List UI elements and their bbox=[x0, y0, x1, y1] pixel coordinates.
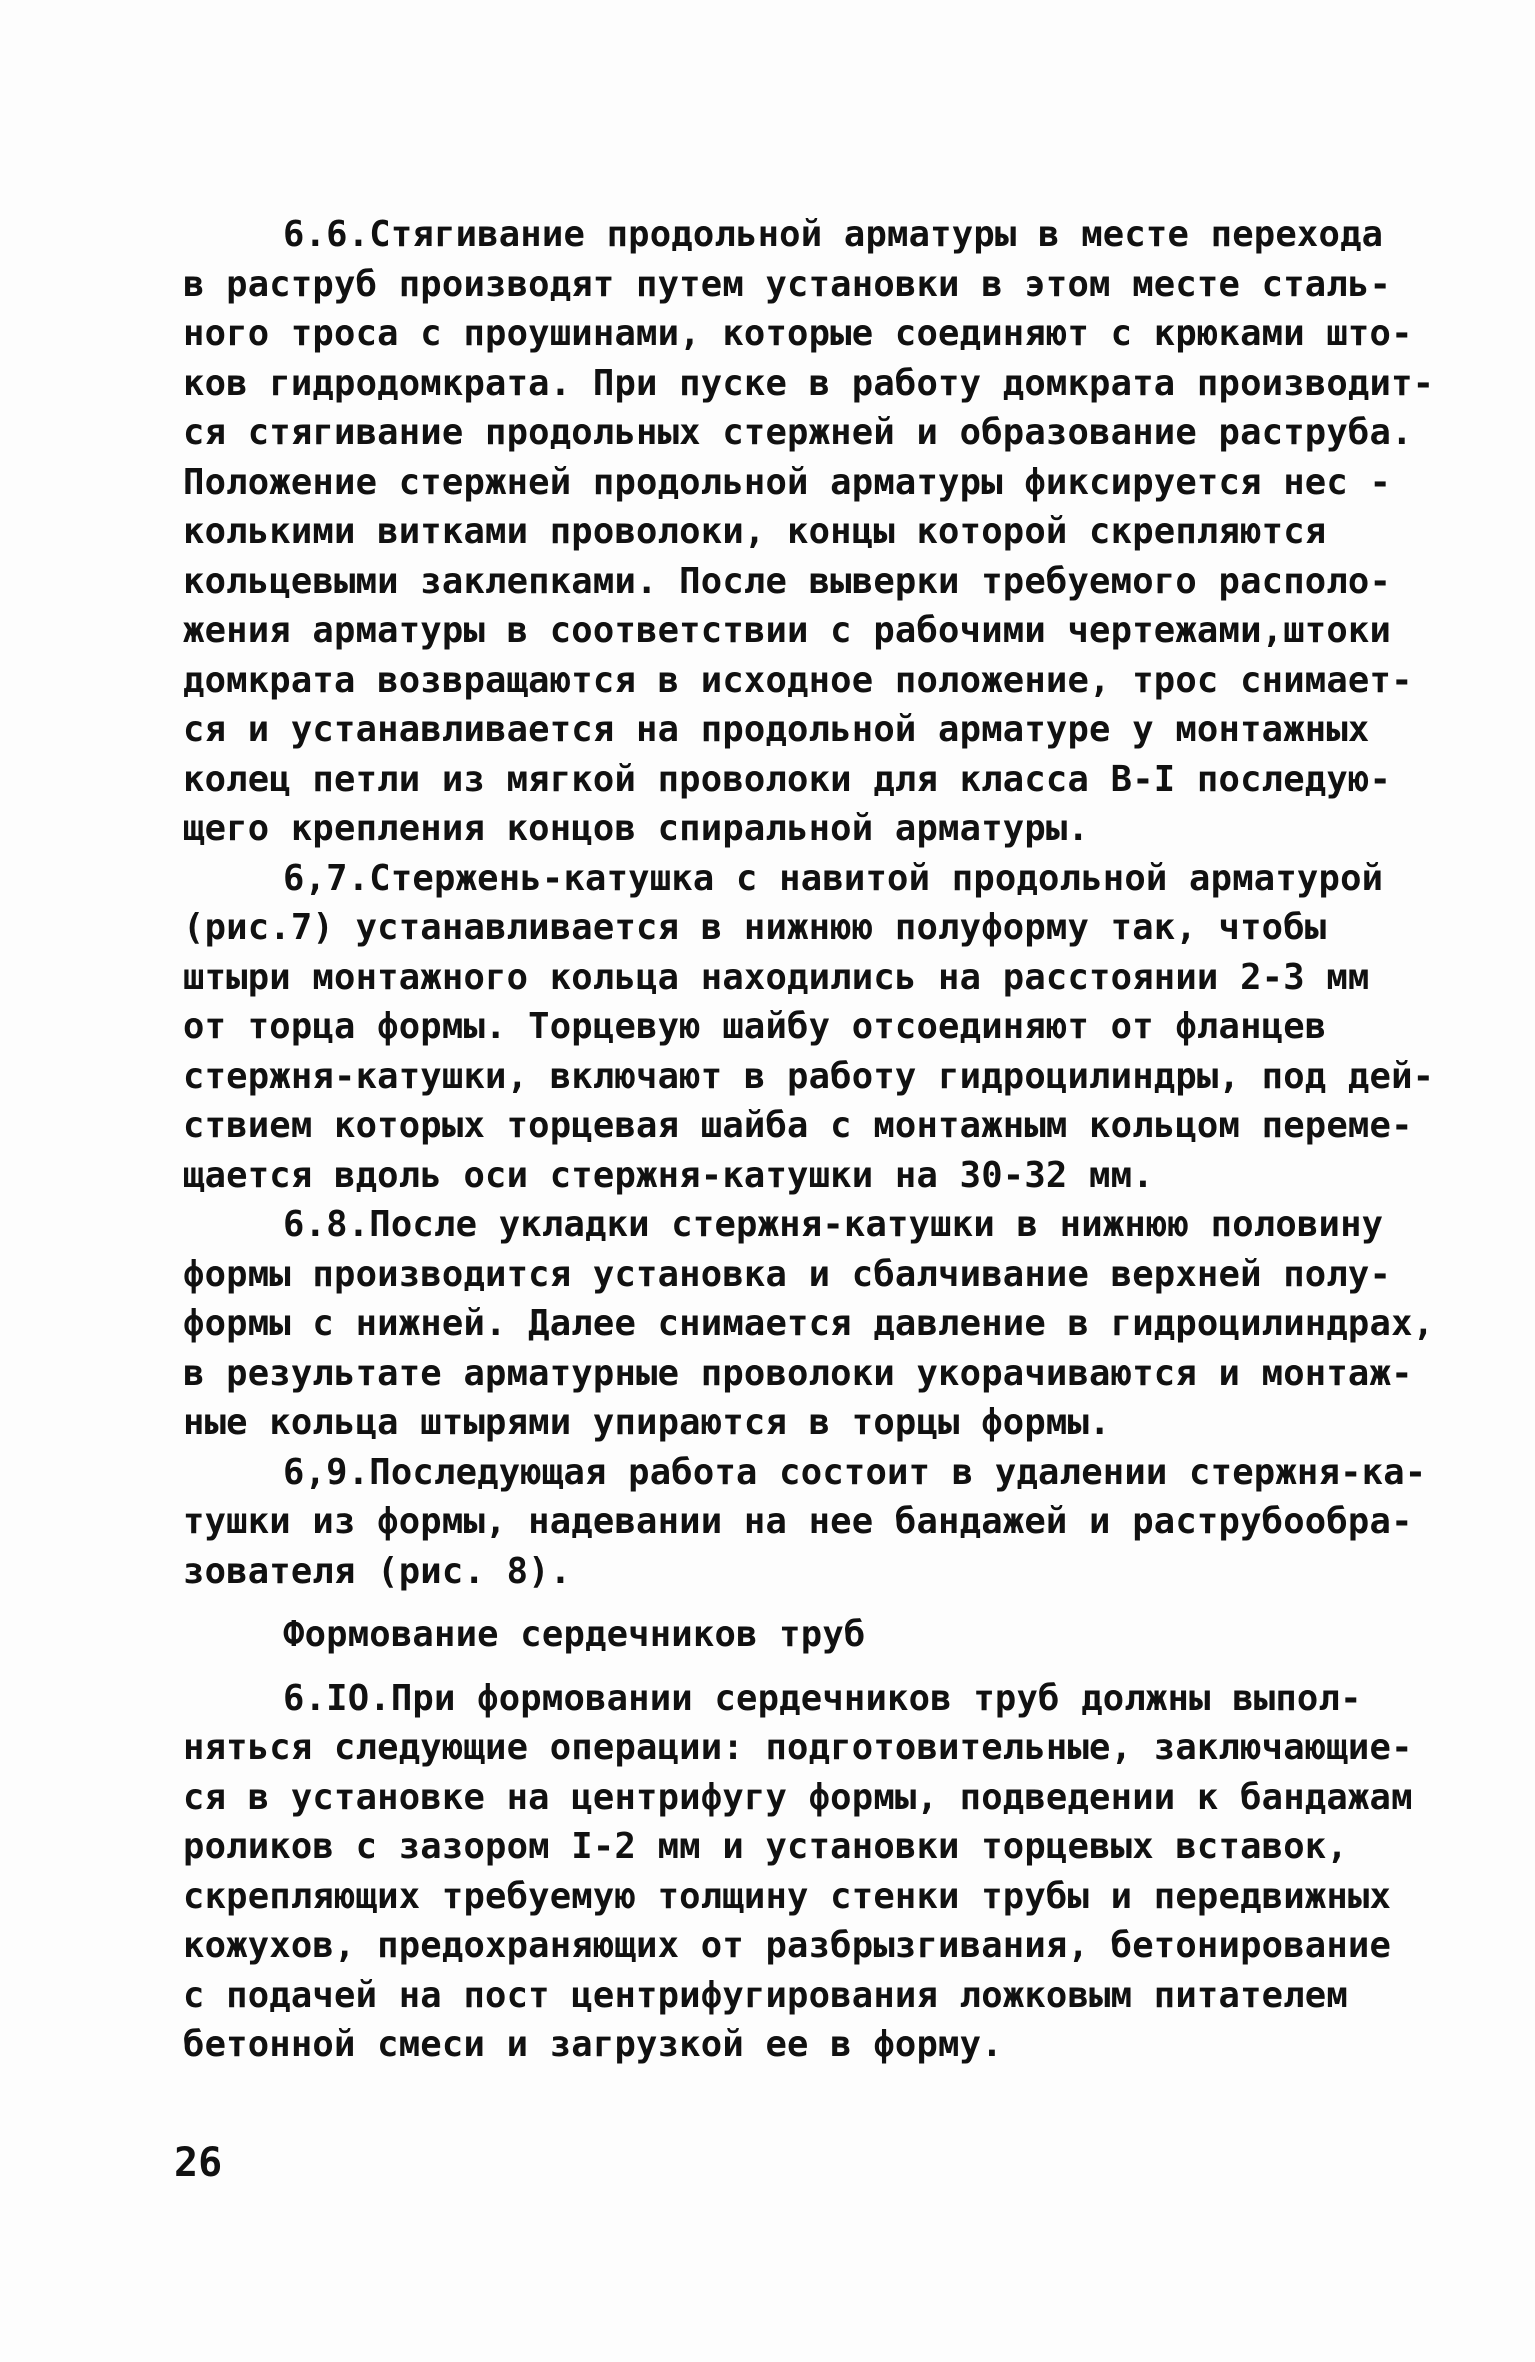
paragraph-6-8 bbox=[183, 1200, 1435, 1448]
text-line: домкрата возвращаются в исходное положение, трос снимает- bbox=[183, 659, 1413, 701]
text-line: ся стягивание продольных стержней и образование раструба. bbox=[183, 412, 1413, 453]
document-body bbox=[183, 210, 1435, 2070]
text-line: (рис.7) устанавливается в нижнюю полуформу так, чтобы bbox=[183, 907, 1327, 948]
text-line: ствием которых торцевая шайба с монтажным кольцом переме- bbox=[183, 1105, 1413, 1146]
text-line: бетонной смеси и загрузкой ее в форму. bbox=[183, 2024, 1003, 2065]
text-line: 6,9.Последующая работа состоит в удалении стержня-ка- bbox=[283, 1451, 1427, 1493]
text-line: Положение стержней продольной арматуры фиксируется нес - bbox=[183, 461, 1392, 503]
text-line: формы производится установка и сбалчивание верхней полу- bbox=[183, 1253, 1392, 1295]
text-line: стержня-катушки, включают в работу гидроцилиндры, под дей- bbox=[183, 1055, 1435, 1097]
text-line: зователя (рис. 8). bbox=[183, 1550, 572, 1592]
text-line: ся в установке на центрифугу формы, подведении к бандажам bbox=[183, 1776, 1413, 1818]
text-line: 6.IO.При формовании сердечников труб должны выпол- bbox=[283, 1677, 1362, 1719]
text-line: с подачей на пост центрифугирования ложковым питателем bbox=[183, 1974, 1348, 2016]
text-line: колец петли из мягкой проволоки для класса B-I последую- bbox=[183, 758, 1392, 800]
text-line: кольцевыми заклепками. После выверки требуемого располо- bbox=[183, 560, 1392, 602]
text-line: колькими витками проволоки, концы которой скрепляются bbox=[183, 511, 1327, 552]
text-line: роликов с зазором I-2 мм и установки торцевых вставок, bbox=[183, 1826, 1348, 1867]
text-line: 6,7.Стержень-катушка с навитой продольной арматурой bbox=[283, 857, 1384, 899]
text-line: няться следующие операции: подготовительные, заключающие- bbox=[183, 1727, 1413, 1768]
text-line: ков гидродомкрата. При пуске в работу домкрата производит- bbox=[183, 362, 1435, 404]
text-line: 6.8.После укладки стержня-катушки в нижнюю половину bbox=[283, 1204, 1384, 1245]
text-line: ного троса с проушинами, которые соединяют с крюками што- bbox=[183, 313, 1413, 354]
text-line: кожухов, предохраняющих от разбрызгивания, бетонирование bbox=[183, 1925, 1392, 1966]
text-line: скрепляющих требуемую толщину стенки трубы и передвижных bbox=[183, 1875, 1392, 1917]
paragraph-6-6 bbox=[183, 210, 1435, 854]
text-line: щего крепления концов спиральной арматуры. bbox=[183, 808, 1090, 849]
text-line: щается вдоль оси стержня-катушки на 30-32 мм. bbox=[183, 1154, 1154, 1196]
paragraph-6-10 bbox=[183, 1674, 1413, 2070]
paragraph-6-9 bbox=[183, 1448, 1427, 1597]
text-line: формы с нижней. Далее снимается давление в гидроцилиндрах, bbox=[183, 1303, 1435, 1344]
text-line: от торца формы. Торцевую шайбу отсоединяют от фланцев bbox=[183, 1006, 1327, 1047]
page-number: 26 bbox=[174, 2140, 223, 2186]
section-heading: Формование сердечников труб bbox=[283, 1614, 866, 1655]
text-line: ные кольца штырями упираются в торцы формы. bbox=[183, 1402, 1111, 1443]
paragraph-6-7 bbox=[183, 854, 1435, 1201]
text-line: в результате арматурные проволоки укорачиваются и монтаж- bbox=[183, 1352, 1413, 1394]
text-line: ся и устанавливается на продольной арматуре у монтажных bbox=[183, 709, 1370, 750]
text-line: жения арматуры в соответствии с рабочими чертежами,штоки bbox=[183, 610, 1392, 651]
text-line: в раструб производят путем установки в этом месте сталь- bbox=[183, 263, 1392, 305]
text-line: штыри монтажного кольца находились на расстоянии 2-3 мм bbox=[183, 956, 1370, 998]
text-line: 6.6.Стягивание продольной арматуры в месте перехода bbox=[283, 214, 1384, 255]
text-line: тушки из формы, надевании на нее бандажей и раструбообра- bbox=[183, 1501, 1413, 1542]
